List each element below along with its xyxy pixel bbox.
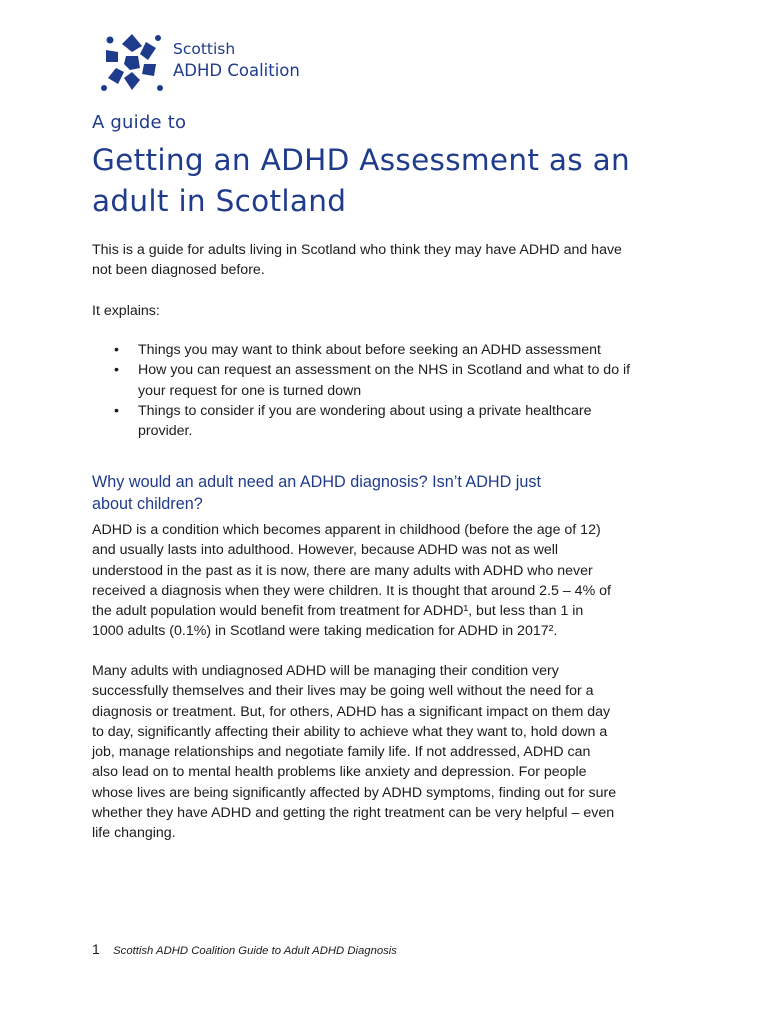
paragraph-line: received a diagnosis when they were children. It is thought that around 2.5 – 4% of: [92, 582, 611, 599]
explains-label: It explains:: [92, 303, 160, 319]
logo-line-2: ADHD Coalition: [173, 61, 300, 80]
paragraph-line: 1000 adults (0.1%) in Scotland were taking medication for ADHD in 2017².: [92, 623, 558, 640]
logo-wordmark: [173, 38, 300, 82]
page-number: 1: [92, 941, 100, 957]
body-paragraph-2: [92, 661, 692, 844]
section-heading: [92, 472, 652, 515]
bullet-item: [92, 340, 692, 360]
title-line-1: Getting an ADHD Assessment as an: [92, 143, 630, 177]
bullet-item: [92, 401, 692, 442]
intro-line-2: not been diagnosed before.: [92, 262, 265, 279]
footer-text: Scottish ADHD Coalition Guide to Adult ADHD Diagnosis: [113, 945, 397, 957]
bullet-line: provider.: [138, 423, 193, 440]
paragraph-line: diagnosis or treatment. But, for others, ADHD has a significant impact on them day: [92, 703, 611, 720]
organisation-logo: [100, 30, 310, 94]
body-paragraph-1: [92, 520, 692, 642]
pretitle: A guide to: [92, 112, 187, 133]
paragraph-line: ADHD is a condition which becomes apparent in childhood (before the age of 12): [92, 522, 601, 538]
bullet-line: How you can request an assessment on the NHS in Scotland and what to do if: [138, 362, 631, 379]
paragraph-line: and usually lasts into adulthood. However, because ADHD was not as well: [92, 542, 559, 559]
paragraph-line: also lead on to mental health problems like anxiety and depression. For people: [92, 764, 587, 781]
bullet-icon: •: [114, 402, 119, 419]
paragraph-line: the adult population would benefit from treatment for ADHD¹, but less than 1 in: [92, 603, 584, 620]
bullet-line: Things to consider if you are wondering about using a private healthcare: [138, 402, 592, 419]
bullet-list: [92, 340, 692, 441]
heading-line-1: Why would an adult need an ADHD diagnosis? Isn’t ADHD just: [92, 473, 541, 491]
title-line-2: adult in Scotland: [92, 184, 347, 218]
page-footer: [92, 941, 397, 957]
paragraph-line: whose lives are being significantly affected by ADHD symptoms, finding out for sure: [92, 784, 617, 801]
intro-paragraph: [92, 240, 692, 281]
bullet-line: Things you may want to think about before seeking an ADHD assessment: [138, 342, 601, 358]
bullet-icon: •: [114, 362, 119, 379]
paragraph-line: Many adults with undiagnosed ADHD will be managing their condition very: [92, 663, 559, 679]
document-title: [92, 140, 712, 222]
logo-line-1: Scottish: [173, 40, 236, 58]
bullet-icon: •: [114, 342, 119, 358]
bullet-line: your request for one is turned down: [138, 382, 362, 399]
paragraph-line: whether they have ADHD and getting the right treatment can be very helpful – even: [92, 805, 615, 822]
paragraph-line: successfully themselves and their lives may be going well without the need for a: [92, 683, 594, 700]
bullet-item: [92, 360, 692, 401]
paragraph-line: life changing.: [92, 825, 176, 842]
intro-line-1: This is a guide for adults living in Scotland who think they may have ADHD and have: [92, 242, 622, 258]
paragraph-line: understood in the past as it is now, there are many adults with ADHD who never: [92, 562, 593, 579]
paragraph-line: to day, significantly affecting their ability to achieve what they want to, hold down a: [92, 723, 608, 740]
paragraph-line: job, manage relationships and negotiate family life. If not addressed, ADHD can: [92, 744, 591, 761]
logo-mark-icon: [100, 30, 164, 94]
heading-line-2: about children?: [92, 494, 203, 513]
